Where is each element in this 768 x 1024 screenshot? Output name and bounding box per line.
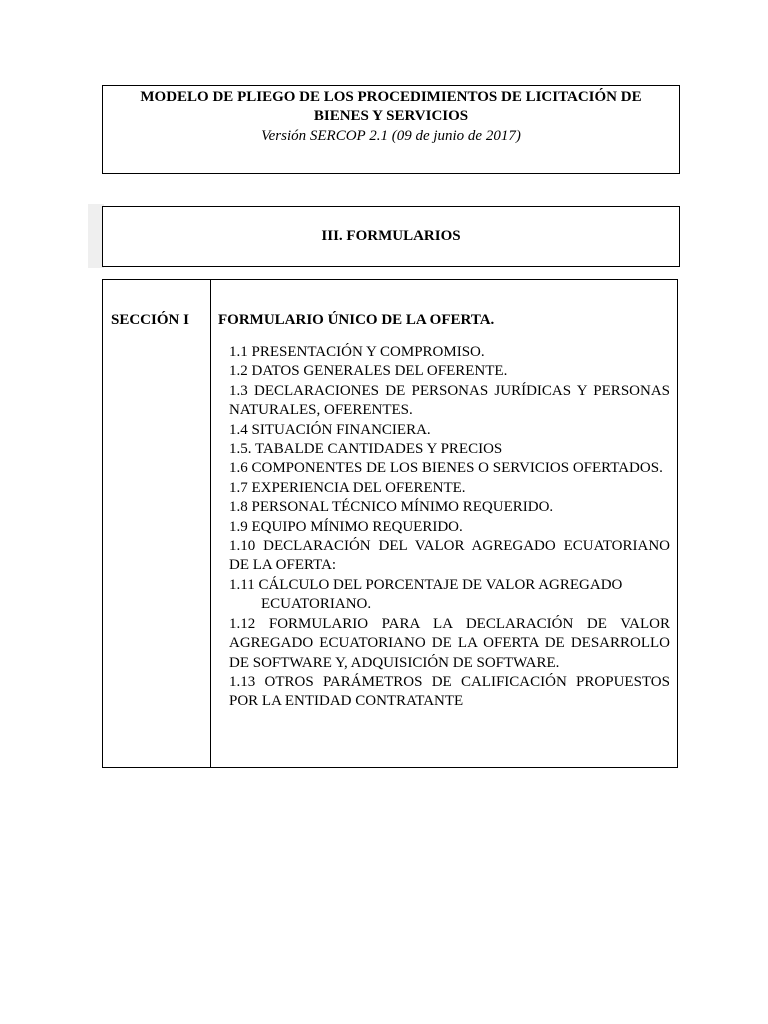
form-item-list [229,343,670,712]
list-item-continuation: ECUATORIANO. [261,596,372,613]
list-item-text: 1.11 CÁLCULO DEL PORCENTAJE DE VALOR AGREGADO [229,576,623,593]
document-header [102,85,680,174]
list-item: 1.8 PERSONAL TÉCNICO MÍNIMO REQUERIDO. [229,499,554,516]
list-item: 1.5. TABALDE CANTIDADES Y PRECIOS [229,441,503,458]
list-item: 1.6 COMPONENTES DE LOS BIENES O SERVICIOS OFERTADOS. [229,460,663,477]
list-item: 1.7 EXPERIENCIA DEL OFERENTE. [229,479,466,496]
list-item [229,576,670,615]
list-item: 1.2 DATOS GENERALES DEL OFERENTE. [229,363,508,380]
form-heading: FORMULARIO ÚNICO DE LA OFERTA. [218,312,495,328]
column-divider [210,280,211,767]
list-item: 1.3 DECLARACIONES DE PERSONAS JURÍDICAS Y PERSONAS NATURALES, OFERENTES. [229,382,670,419]
list-item: 1.13 OTROS PARÁMETROS DE CALIFICACIÓN PROPUESTOS POR LA ENTIDAD CONTRATANTE [229,673,670,710]
document-title-line-2: BIENES Y SERVICIOS [313,108,469,124]
section-label: SECCIÓN I [111,312,189,328]
list-item: 1.4 SITUACIÓN FINANCIERA. [229,421,431,438]
section-title: III. FORMULARIOS [321,228,461,244]
list-item: 1.9 EQUIPO MÍNIMO REQUERIDO. [229,518,463,535]
list-item: 1.12 FORMULARIO PARA LA DECLARACIÓN DE VALOR AGREGADO ECUATORIANO DE LA OFERTA DE DESARROLLO DE SOFTWARE Y, ADQUISICIÓN DE SOFTWARE. [229,615,670,671]
form-table [102,279,678,768]
document-title-line-1: MODELO DE PLIEGO DE LOS PROCEDIMIENTOS DE LICITACIÓN DE [140,89,642,105]
document-version: Versión SERCOP 2.1 (09 de junio de 2017) [261,128,521,144]
section-title-box [102,206,680,267]
list-item: 1.1 PRESENTACIÓN Y COMPROMISO. [229,344,485,360]
list-item: 1.10 DECLARACIÓN DEL VALOR AGREGADO ECUATORIANO DE LA OFERTA: [229,538,670,574]
